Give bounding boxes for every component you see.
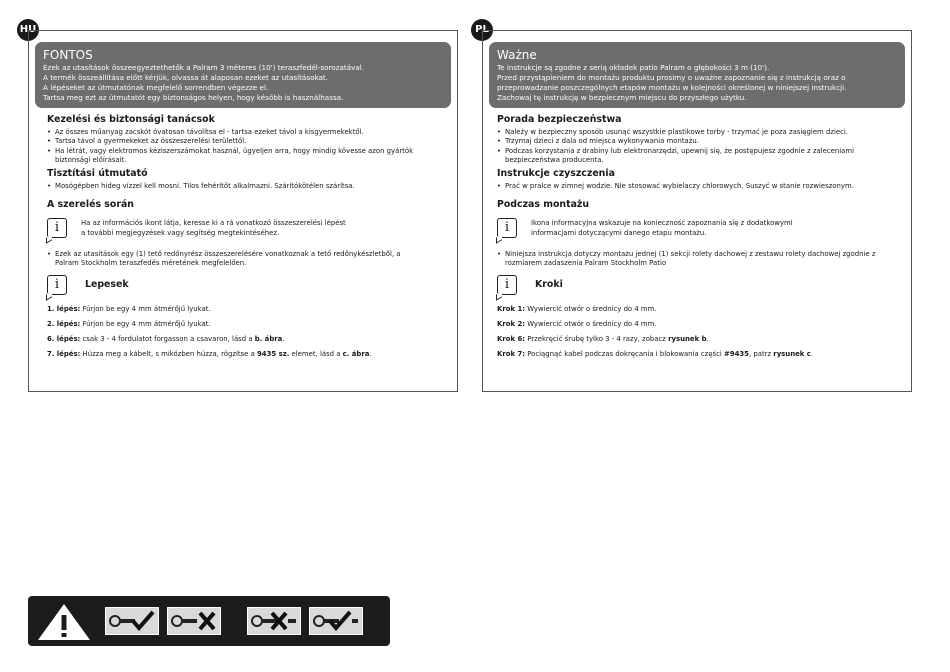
screwdriver-cross-icon (247, 607, 301, 635)
important-header-pl (489, 42, 905, 108)
section-title-assembly: Podczas montażu (497, 199, 590, 211)
step-item: Krok 7: Pociągnąć kabel podczas dokręcania i blokowania części #9435, patrz rysunek c. (497, 349, 814, 358)
header-title: FONTOS (43, 48, 93, 62)
language-badge-pl: PL (471, 19, 493, 41)
info-line: a további megjegyzések vagy segítség megtekintéséhez. (81, 229, 280, 238)
list-item: • Niniejsza instrukcja dotyczy montażu jednej (1) sekcji rolety dachowej z zestawu rolety dachowej zgodnie z rozmiarem zadaszenia Palram Stockholm Patio (497, 250, 885, 269)
list-item: • Należy w bezpieczny sposób usunąć wszystkie plastikowe torby - trzymać je poza zasięgiem dzieci. (497, 128, 901, 137)
info-note (497, 218, 901, 238)
content-pl (497, 114, 901, 365)
section-title-cleaning: Instrukcje czyszczenia (497, 167, 615, 179)
section-title-safety: Kezelési és biztonsági tanácsok (47, 114, 215, 125)
list-item: • Trzymaj dzieci z dala od miejsca wykonywania montażu. (497, 137, 901, 146)
header-line: A lépéseket az útmutatónak megfelelő sorrendben végezze el. (43, 83, 269, 92)
info-icon: i (47, 275, 67, 295)
header-line: Tartsa meg ezt az útmutatót egy biztonságos helyen, hogy később is használhassa. (43, 93, 344, 102)
list-item: • Podczas korzystania z drabiny lub elektronarzędzi, upewnij się, że postępujesz zgodnie z zaleceniami bezpieczeństwa producenta. (497, 147, 890, 166)
section-title-safety: Porada bezpieczeństwa (497, 114, 622, 125)
section-title-assembly: A szerelés során (47, 199, 134, 211)
step-item: 7. lépés: Húzza meg a kábelt, s miközben húzza, rögzítse a 9435 sz. elemet, lásd a c. ábra. (47, 349, 372, 358)
important-header-hu (35, 42, 451, 108)
steps-header (497, 275, 901, 295)
header-line: Te instrukcje są zgodne z serią okładek patio Palram o głębokości 3 m (10'). (497, 63, 770, 72)
step-item: 2. lépés: Fúrjon be egy 4 mm átmérőjű lyukat. (47, 319, 211, 328)
instructions-panel-pl (482, 30, 912, 392)
header-title: Ważne (497, 48, 537, 62)
steps-title: Lepesek (85, 278, 129, 290)
list-item: • Ezek az utasítások egy (1) tető redőnyrész összeszerelésére vonatkoznak a tető redőnykészletből, a Palram Stockholm teraszfedés méretének megfelelően. (47, 250, 425, 269)
screwdriver-check-icon (105, 607, 159, 635)
step-item: Krok 2: Wywiercić otwór o średnicy do 4 mm. (497, 319, 657, 328)
steps-list (47, 305, 451, 359)
content-hu (47, 114, 451, 365)
warning-triangle-icon (36, 602, 92, 642)
info-line: informacjami dotyczącymi danego etapu montażu. (531, 229, 707, 238)
steps-title: Kroki (535, 278, 563, 290)
screwdriver-check-icon (309, 607, 363, 635)
list-item: • Mosógépben hideg vízzel kell mosni. Tilos fehérítőt alkalmazni. Szárítókötélen szárítsa. (47, 182, 451, 191)
info-text (531, 218, 793, 238)
step-item: 1. lépés: Fúrjon be egy 4 mm átmérőjű lyukat. (47, 304, 211, 313)
step-item: Krok 1: Wywiercić otwór o średnicy do 4 mm. (497, 304, 657, 313)
info-icon: i (497, 218, 517, 238)
list-item: • Tartsa távol a gyermekeket az összeszerelési területtől. (47, 137, 451, 146)
steps-list (497, 305, 901, 359)
list-item: • Az összes műanyag zacskót óvatosan távolítsa el - tartsa ezeket távol a kisgyermekektől. (47, 128, 451, 137)
info-text (81, 218, 346, 238)
info-icon: i (497, 275, 517, 295)
header-line: przeprowadzanie poszczególnych etapów montażu w kolejności określonej w niniejszej instrukcji. (497, 83, 847, 92)
list-item: • Prać w pralce w zimnej wodzie. Nie stosować wybielaczy chlorowych. Suszyć w stanie rozwieszonym. (497, 182, 901, 191)
list-item: • Ha létrát, vagy elektromos kéziszerszámokat használ, ügyeljen arra, hogy mindig kövesse azon gyártók biztonsági előírásait. (47, 147, 415, 166)
language-badge-hu: HU (17, 19, 39, 41)
step-item: 6. lépés: csak 3 - 4 fordulatot forgasson a csavaron, lásd a b. ábra. (47, 334, 285, 343)
info-line: Ha az információs ikont látja, keresse ki a rá vonatkozó összeszerelési lépést (81, 219, 346, 228)
section-title-cleaning: Tisztítási útmutató (47, 167, 148, 179)
steps-header (47, 275, 451, 295)
info-line: Ikona informacyjna wskazuje na konieczność zapoznania się z dodatkowymi (531, 219, 793, 228)
tool-warning-bar (28, 596, 390, 646)
info-icon: i (47, 218, 67, 238)
header-line: Ezek az utasítások összeegyeztethetők a Palram 3 méteres (10') teraszfedél-sorozatával. (43, 63, 365, 72)
instructions-panel-hu (28, 30, 458, 392)
header-line: Zachowaj tę instrukcję w bezpiecznym miejscu do przyszłego użytku. (497, 93, 747, 102)
info-note (47, 218, 451, 238)
screwdriver-cross-icon (167, 607, 221, 635)
header-line: Przed przystąpieniem do montażu produktu prosimy o uważne zapoznanie się z instrukcją oraz o (497, 73, 846, 82)
step-item: Krok 6: Przekręcić śrubę tylko 3 - 4 razy, zobacz rysunek b. (497, 334, 709, 343)
header-line: A termék összeállítása előtt kérjük, olvassa át alaposan ezeket az utasításokat. (43, 73, 329, 82)
